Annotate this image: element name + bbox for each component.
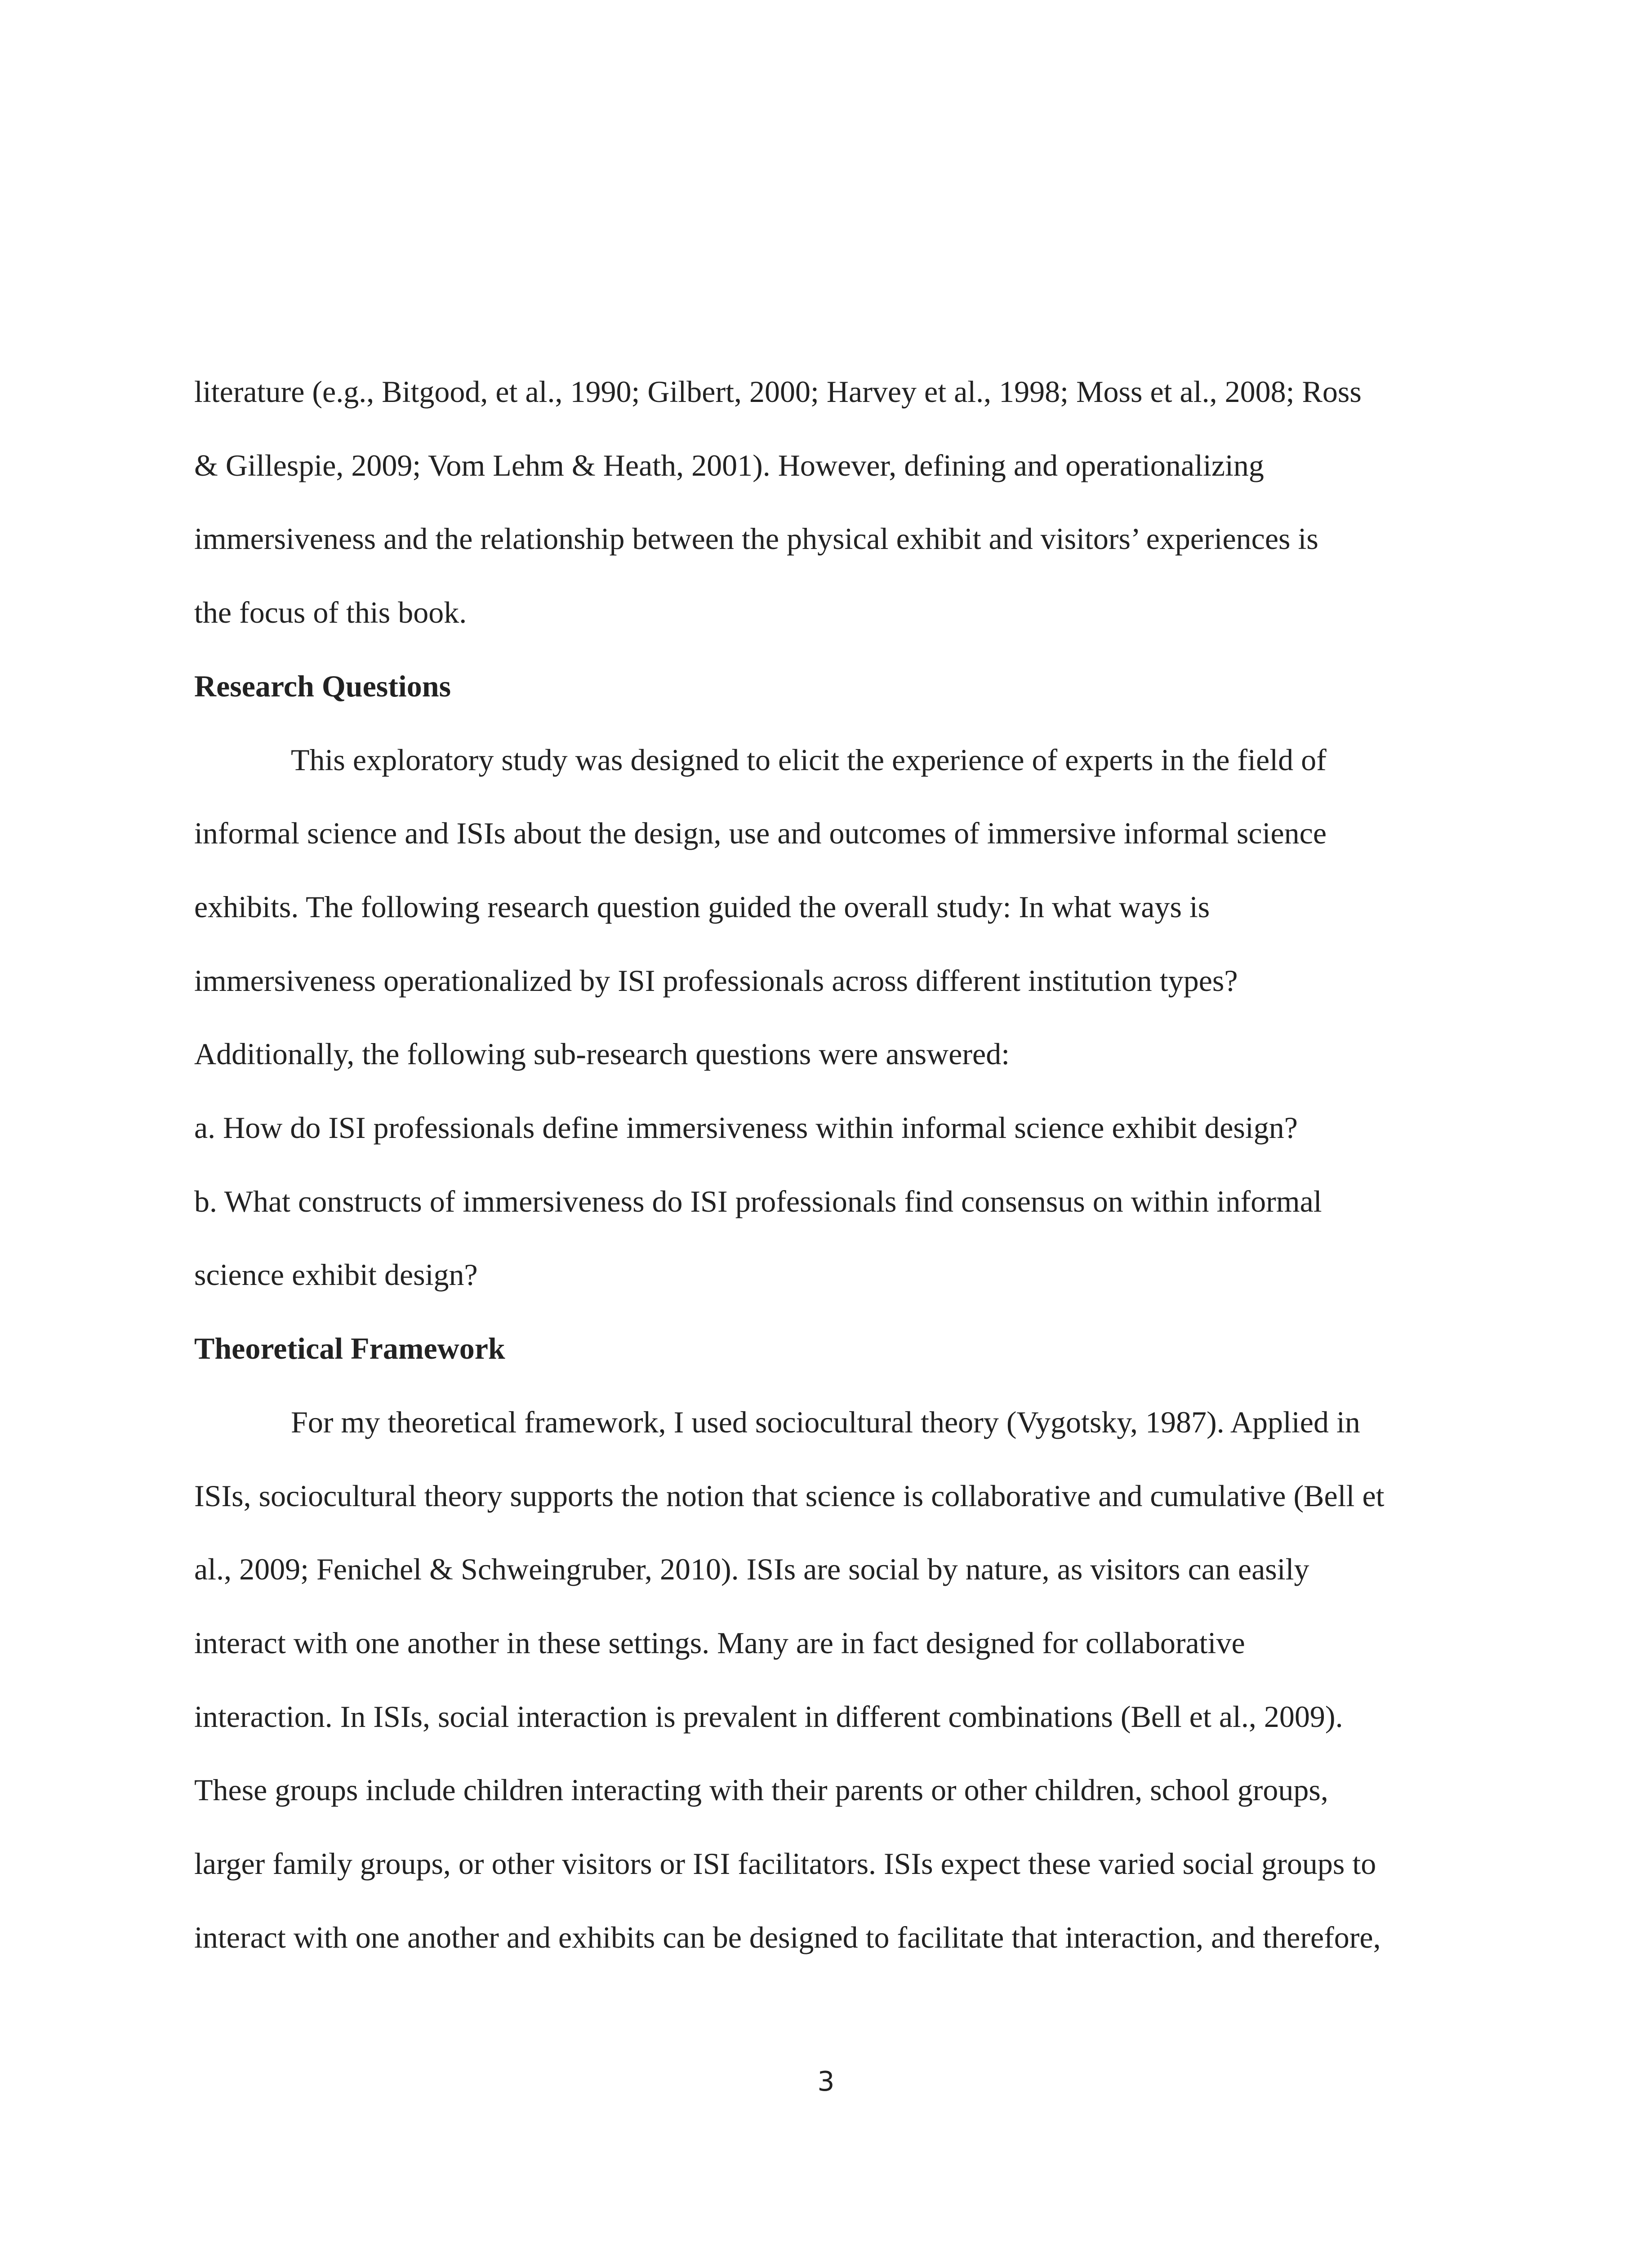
section-heading-theoretical-framework: Theoretical Framework <box>194 1331 505 1366</box>
text-line: larger family groups, or other visitors or ISI facilitators. ISIs expect these varied social groups to <box>194 1847 1376 1881</box>
body-text <box>194 355 1471 1974</box>
text-line: interact with one another and exhibits can be designed to facilitate that interaction, and therefore, <box>194 1920 1381 1954</box>
text-line: exhibits. The following research question guided the overall study: In what ways is <box>194 889 1210 924</box>
text-line: ISIs, sociocultural theory supports the notion that science is collaborative and cumulative (Bell et <box>194 1478 1385 1513</box>
text-line: literature (e.g., Bitgood, et al., 1990; Gilbert, 2000; Harvey et al., 1998; Moss et al., 2008; Ross <box>194 375 1362 409</box>
list-item: b. What constructs of immersiveness do ISI professionals find consensus on within informal <box>194 1184 1322 1218</box>
text-line: This exploratory study was designed to elicit the experience of experts in the field of <box>291 742 1327 777</box>
text-line: For my theoretical framework, I used sociocultural theory (Vygotsky, 1987). Applied in <box>291 1405 1360 1439</box>
text-line: al., 2009; Fenichel & Schweingruber, 2010). ISIs are social by nature, as visitors can easily <box>194 1552 1309 1587</box>
text-line: immersiveness and the relationship between the physical exhibit and visitors’ experiences is <box>194 522 1318 556</box>
text-line: informal science and ISIs about the design, use and outcomes of immersive informal science <box>194 816 1327 851</box>
text-line: interact with one another in these settings. Many are in fact designed for collaborative <box>194 1625 1245 1660</box>
text-line: the focus of this book. <box>194 595 467 630</box>
text-line: Additionally, the following sub-research questions were answered: <box>194 1037 1010 1071</box>
section-heading-research-questions: Research Questions <box>194 669 451 703</box>
text-line: & Gillespie, 2009; Vom Lehm & Heath, 2001). However, defining and operationalizing <box>194 448 1264 482</box>
text-line: immersiveness operationalized by ISI professionals across different institution types? <box>194 963 1238 998</box>
list-item: a. How do ISI professionals define immersiveness within informal science exhibit design? <box>194 1111 1298 1145</box>
text-line: interaction. In ISIs, social interaction is prevalent in different combinations (Bell et al., 2009). <box>194 1699 1343 1734</box>
text-line: science exhibit design? <box>194 1258 478 1292</box>
text-line: These groups include children interacting with their parents or other children, school groups, <box>194 1773 1328 1807</box>
page-number: 3 <box>817 2066 835 2097</box>
